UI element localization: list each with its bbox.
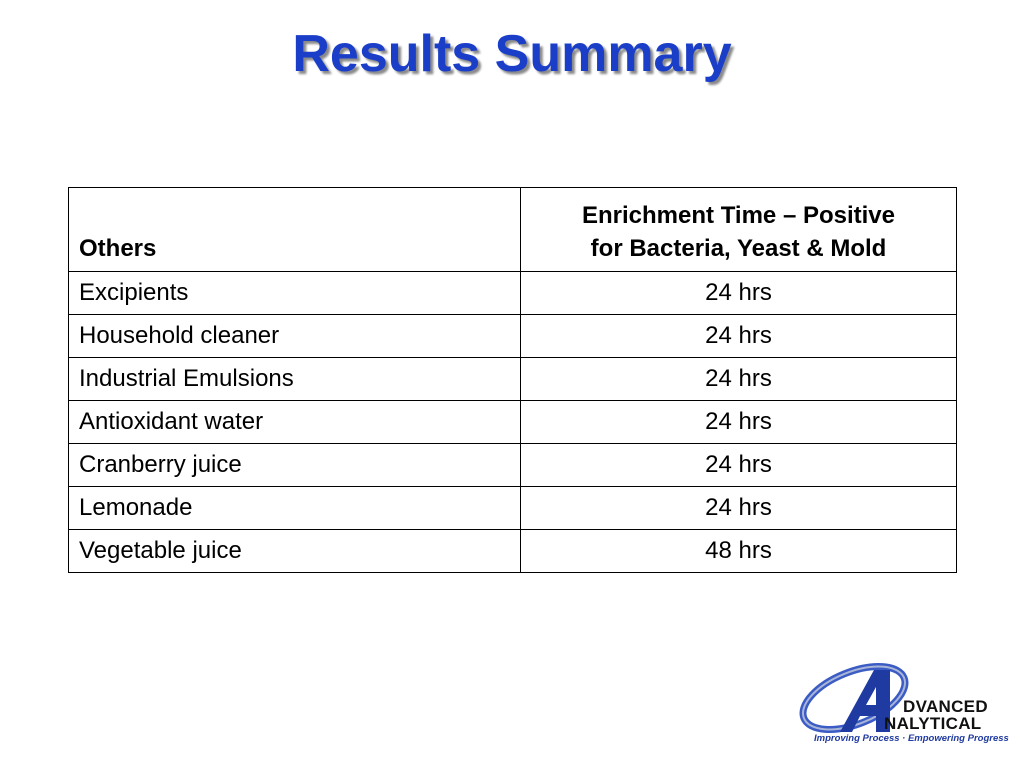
header-enrichment-line2: for Bacteria, Yeast & Mold xyxy=(590,235,887,262)
logo-word-analytical: NALYTICAL xyxy=(884,714,982,733)
table-header-row xyxy=(69,188,957,272)
row-time: 24 hrs xyxy=(521,315,957,358)
table-row xyxy=(69,444,957,487)
row-name: Industrial Emulsions xyxy=(69,358,521,401)
slide-title: Results Summary xyxy=(292,25,732,83)
row-time: 24 hrs xyxy=(521,272,957,315)
row-name: Household cleaner xyxy=(69,315,521,358)
row-name: Excipients xyxy=(69,272,521,315)
table-row xyxy=(69,530,957,573)
logo-word-advanced: DVANCED xyxy=(903,697,988,716)
logo-tagline: Improving Process · Empowering Progress xyxy=(814,733,1009,744)
row-time: 24 hrs xyxy=(521,401,957,444)
row-name: Lemonade xyxy=(69,487,521,530)
header-enrichment-line1: Enrichment Time – Positive xyxy=(582,202,895,229)
table-row xyxy=(69,315,957,358)
header-enrichment-time xyxy=(521,188,957,272)
table-row xyxy=(69,358,957,401)
table-row xyxy=(69,272,957,315)
row-time: 48 hrs xyxy=(521,530,957,573)
row-time: 24 hrs xyxy=(521,358,957,401)
row-name: Antioxidant water xyxy=(69,401,521,444)
row-name: Cranberry juice xyxy=(69,444,521,487)
table-row xyxy=(69,401,957,444)
row-time: 24 hrs xyxy=(521,487,957,530)
header-others: Others xyxy=(69,188,521,272)
row-name: Vegetable juice xyxy=(69,530,521,573)
results-table xyxy=(68,187,957,573)
table-row xyxy=(69,487,957,530)
row-time: 24 hrs xyxy=(521,444,957,487)
